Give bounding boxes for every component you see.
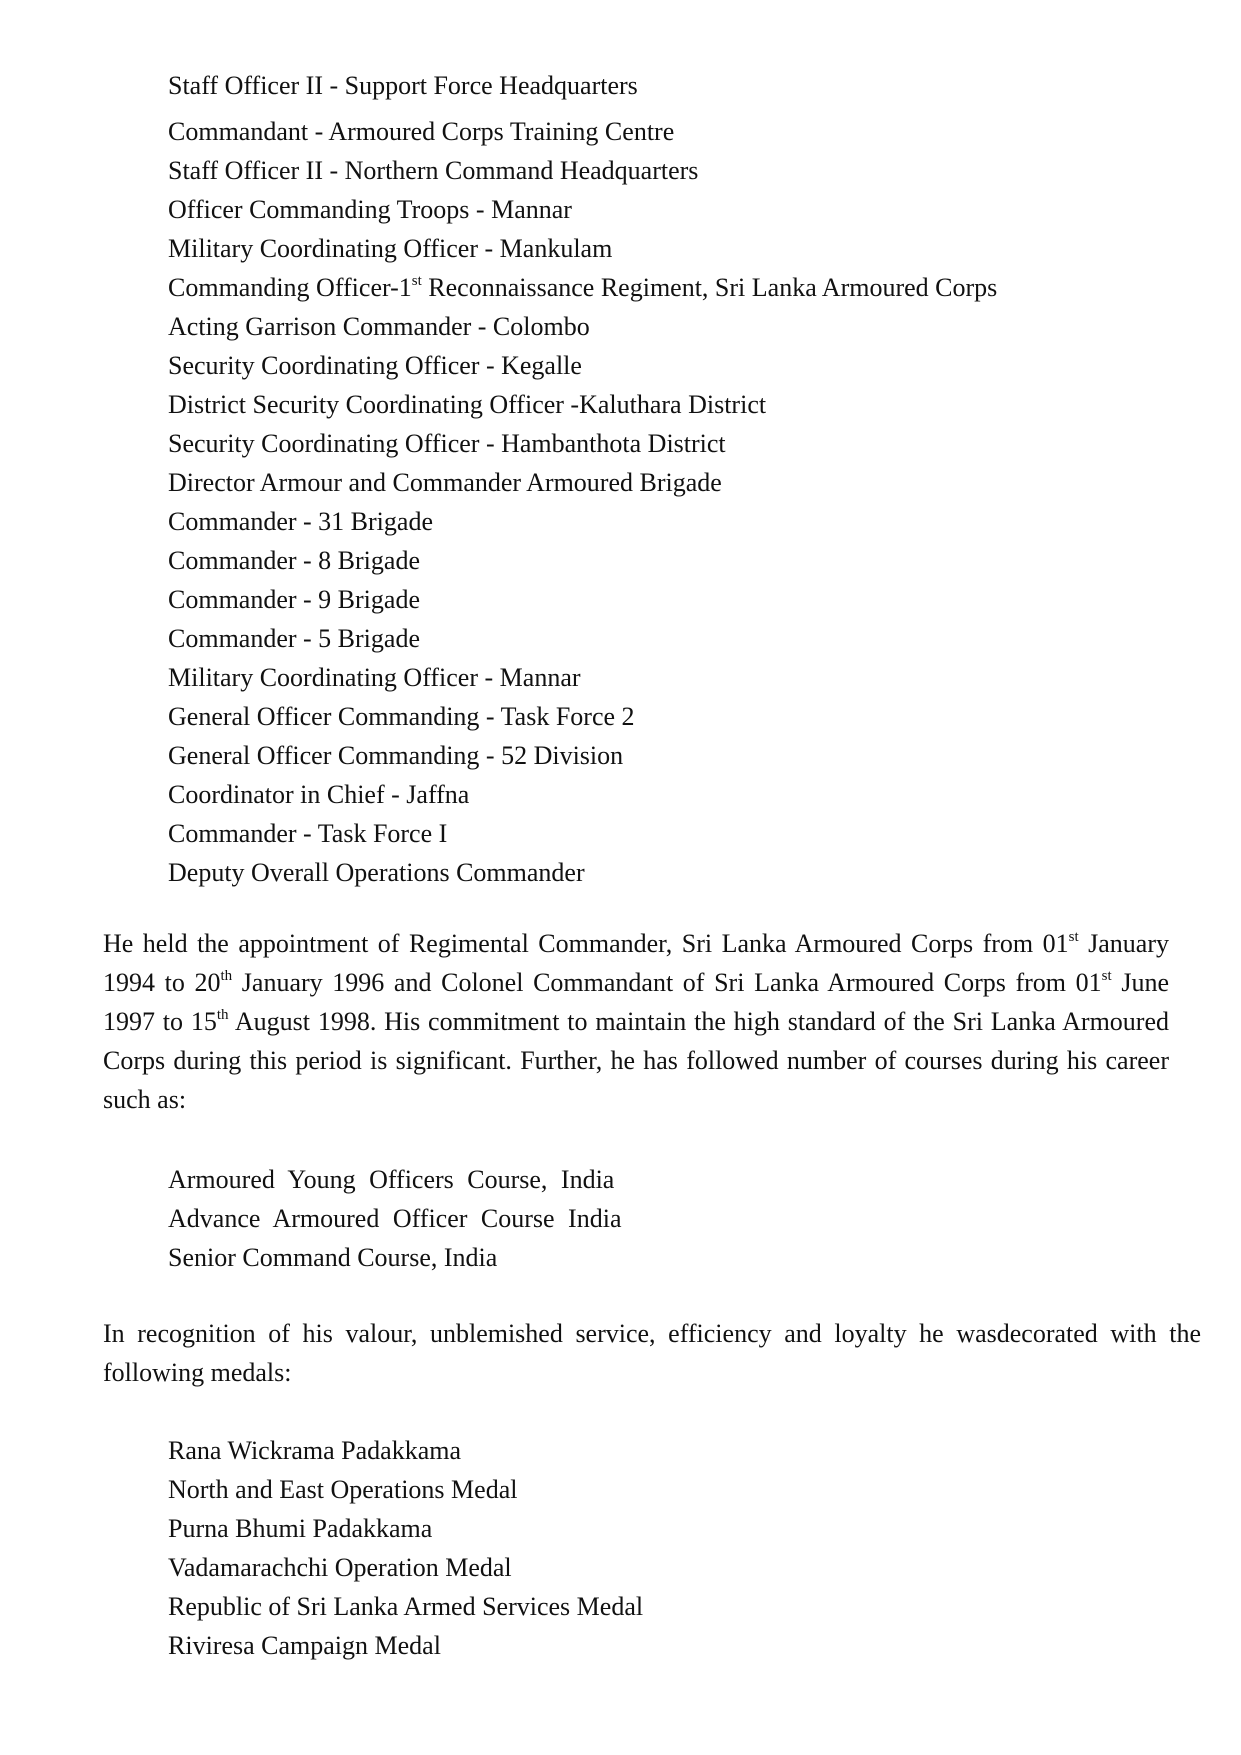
appointment-item: Commander - 31 Brigade: [168, 507, 433, 536]
paragraph-text: June 1997 to 15: [103, 968, 1169, 1036]
medals-paragraph: In recognition of his valour, unblemished service, efficiency and loyalty he wasdecorated with the following medals:: [103, 1319, 1201, 1387]
appointment-item: Security Coordinating Officer - Kegalle: [168, 351, 582, 380]
medal-item: Purna Bhumi Padakkama: [168, 1514, 433, 1543]
appointment-item: Coordinator in Chief - Jaffna: [168, 780, 470, 809]
appointment-item: Commander - 5 Brigade: [168, 624, 420, 653]
ordinal-suffix: st: [1068, 929, 1079, 945]
courses-list: [168, 1160, 621, 1277]
appointment-text: Reconnaissance Regiment, Sri Lanka Armoured Corps: [421, 273, 998, 302]
appointment-item: Commandant - Armoured Corps Training Centre: [168, 117, 675, 146]
appointment-item: General Officer Commanding - Task Force 2: [168, 702, 635, 731]
paragraph-text: He held the appointment of Regimental Commander, Sri Lanka Armoured Corps from 01: [103, 929, 1069, 958]
appointment-item: Acting Garrison Commander - Colombo: [168, 312, 590, 341]
appointment-item: Staff Officer II - Northern Command Headquarters: [168, 156, 699, 185]
appointments-list: [168, 66, 997, 892]
medals-list: [168, 1431, 643, 1665]
course-item: Armoured Young Officers Course, India: [168, 1165, 615, 1194]
appointment-item: Deputy Overall Operations Commander: [168, 858, 585, 887]
ordinal-suffix: th: [220, 968, 233, 984]
appointment-item: Director Armour and Commander Armoured Brigade: [168, 468, 722, 497]
course-item: Senior Command Course, India: [168, 1243, 498, 1272]
appointment-item: General Officer Commanding - 52 Division: [168, 741, 624, 770]
appointment-text: Commanding Officer-1: [168, 273, 412, 302]
appointment-item: Commander - Task Force I: [168, 819, 448, 848]
medal-item: Republic of Sri Lanka Armed Services Medal: [168, 1592, 644, 1621]
appointment-item: Security Coordinating Officer - Hambanthota District: [168, 429, 726, 458]
appointment-item: Commander - 9 Brigade: [168, 585, 420, 614]
regimental-commander-paragraph: [103, 924, 1169, 1119]
medal-item: Riviresa Campaign Medal: [168, 1631, 441, 1660]
medal-item: North and East Operations Medal: [168, 1475, 518, 1504]
paragraph-text: August 1998. His commitment to maintain the high standard of the Sri Lanka Armoured Corps during this period is significant. Further, he has followed number of courses during his career such as:: [103, 1007, 1169, 1114]
appointment-item: Military Coordinating Officer - Mannar: [168, 663, 581, 692]
ordinal-suffix: st: [411, 273, 422, 289]
medal-item: Rana Wickrama Padakkama: [168, 1436, 462, 1465]
paragraph-text: January 1994 to 20: [103, 929, 1170, 997]
ordinal-suffix: th: [216, 1007, 229, 1023]
appointment-item: District Security Coordinating Officer -Kaluthara District: [168, 390, 767, 419]
medal-item: Vadamarachchi Operation Medal: [168, 1553, 512, 1582]
appointment-item: Officer Commanding Troops - Mannar: [168, 195, 572, 224]
ordinal-suffix: st: [1101, 968, 1112, 984]
appointment-item: [168, 268, 997, 307]
appointment-item: Staff Officer II - Support Force Headquarters: [168, 71, 638, 100]
course-item: Advance Armoured Officer Course India: [168, 1204, 622, 1233]
paragraph-text: January 1996 and Colonel Commandant of Sri Lanka Armoured Corps from 01: [232, 968, 1102, 997]
appointment-item: Commander - 8 Brigade: [168, 546, 420, 575]
appointment-item: Military Coordinating Officer - Mankulam: [168, 234, 613, 263]
